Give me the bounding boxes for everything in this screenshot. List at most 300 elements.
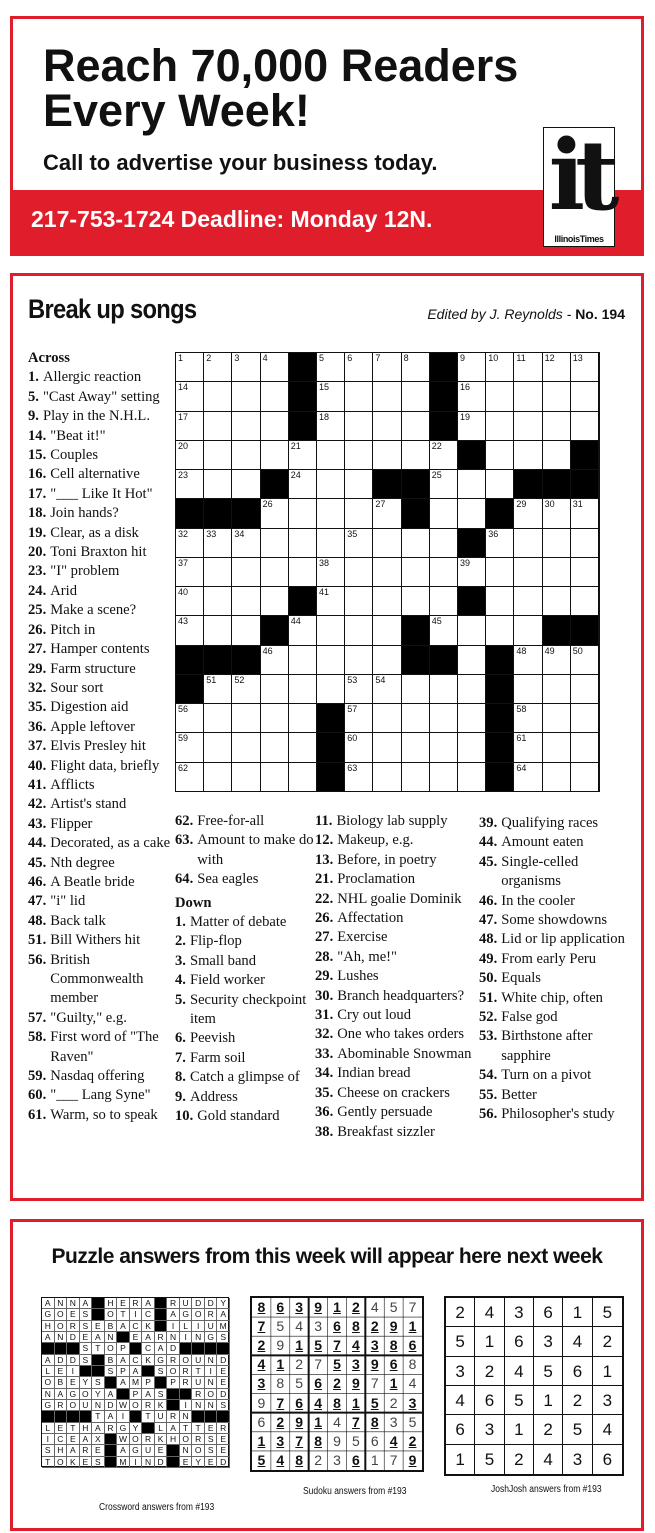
grid-cell[interactable] <box>260 498 289 528</box>
clue-text: "Guilty," e.g. <box>50 1009 127 1026</box>
grid-cell[interactable] <box>344 645 373 675</box>
sudoku-digit: 7 <box>408 1299 417 1315</box>
grid-cell[interactable] <box>570 411 599 441</box>
grid-cell[interactable] <box>175 381 204 411</box>
grid-cell[interactable] <box>316 674 345 704</box>
grid-cell[interactable] <box>344 615 373 645</box>
grid-cell[interactable] <box>288 498 317 528</box>
grid-cell[interactable] <box>288 703 317 733</box>
grid-cell[interactable] <box>457 703 486 733</box>
grid-cell[interactable] <box>542 674 571 704</box>
answer-letter: O <box>130 1434 143 1445</box>
grid-cell[interactable] <box>175 586 204 616</box>
grid-cell[interactable] <box>372 645 401 675</box>
grid-cell[interactable] <box>570 674 599 704</box>
cell-number: 52 <box>234 674 245 685</box>
grid-cell[interactable] <box>231 615 260 645</box>
grid-cell[interactable] <box>401 732 430 762</box>
grid-cell[interactable] <box>542 645 571 675</box>
grid-cell[interactable] <box>203 352 232 382</box>
answer-letter: E <box>67 1377 80 1388</box>
grid-cell[interactable] <box>485 557 514 587</box>
grid-cell[interactable] <box>513 352 542 382</box>
answer-letter: M <box>117 1457 130 1468</box>
answer-letter: O <box>80 1389 93 1400</box>
grid-cell[interactable] <box>401 352 430 382</box>
grid-cell[interactable] <box>203 469 232 499</box>
grid-cell[interactable] <box>231 528 260 558</box>
clue-item <box>28 1086 178 1105</box>
clue-item <box>479 1008 639 1027</box>
answer-letter: D <box>55 1355 68 1366</box>
grid-cell[interactable] <box>401 440 430 470</box>
across-header: Across <box>28 350 70 366</box>
clue-item <box>315 851 485 870</box>
grid-cell[interactable] <box>231 469 260 499</box>
grid-cell[interactable] <box>231 352 260 382</box>
sudoku-digit: 8 <box>351 1318 360 1335</box>
grid-cell[interactable] <box>260 381 289 411</box>
grid-cell[interactable] <box>316 381 345 411</box>
sudoku-digit: 5 <box>370 1394 379 1411</box>
grid-block <box>288 381 317 411</box>
grid-cell[interactable] <box>542 586 571 616</box>
grid-cell[interactable] <box>542 528 571 558</box>
clue-number: 53. <box>479 1028 498 1045</box>
grid-cell[interactable] <box>344 440 373 470</box>
grid-cell[interactable] <box>457 615 486 645</box>
grid-cell[interactable] <box>570 645 599 675</box>
grid-cell[interactable] <box>457 381 486 411</box>
answer-letter: A <box>117 1445 130 1456</box>
grid-cell[interactable] <box>457 411 486 441</box>
clue-text: Farm structure <box>50 660 136 677</box>
sudoku-digit: 6 <box>257 1413 266 1430</box>
clue-item <box>28 873 178 892</box>
cell-number: 36 <box>488 528 499 539</box>
grid-cell[interactable] <box>542 762 571 792</box>
crossword-answers-caption: Crossword answers from #193 <box>99 1502 215 1513</box>
grid-block <box>203 645 232 675</box>
grid-block <box>316 762 345 792</box>
grid-cell[interactable] <box>344 528 373 558</box>
cell-number: 25 <box>431 470 442 480</box>
grid-cell[interactable] <box>344 498 373 528</box>
answer-block <box>130 1343 143 1354</box>
grid-cell[interactable] <box>542 440 571 470</box>
sudoku-digit: 6 <box>370 1432 379 1449</box>
grid-cell[interactable] <box>260 352 289 382</box>
grid-cell[interactable] <box>344 469 373 499</box>
grid-cell[interactable] <box>485 528 514 558</box>
grid-cell[interactable] <box>344 381 373 411</box>
grid-cell[interactable] <box>203 586 232 616</box>
answer-letter: G <box>67 1389 80 1400</box>
grid-cell[interactable] <box>372 615 401 645</box>
grid-cell[interactable] <box>203 762 232 792</box>
grid-cell[interactable] <box>570 381 599 411</box>
clue-text: "Cast Away" setting <box>42 388 160 405</box>
clue-item <box>28 776 178 795</box>
grid-cell[interactable] <box>457 469 486 499</box>
sudoku-digit: 7 <box>389 1451 398 1468</box>
joshjosh-digit: 3 <box>593 1386 622 1415</box>
answer-letter: P <box>167 1377 180 1388</box>
grid-cell[interactable] <box>231 762 260 792</box>
grid-cell[interactable] <box>513 557 542 587</box>
grid-cell[interactable] <box>231 440 260 470</box>
grid-cell[interactable] <box>457 645 486 675</box>
sudoku-digit: 1 <box>295 1337 304 1354</box>
grid-cell[interactable] <box>570 352 599 382</box>
clue-text: Proclamation <box>337 871 416 888</box>
clue-text: "___ Lang Syne" <box>50 1087 151 1104</box>
cell-number: 20 <box>178 440 189 451</box>
grid-cell[interactable] <box>372 674 401 704</box>
grid-cell[interactable] <box>231 381 260 411</box>
joshjosh-digit: 2 <box>446 1298 475 1327</box>
answer-block <box>55 1411 68 1422</box>
cell-number: 14 <box>178 382 189 393</box>
grid-cell[interactable] <box>457 498 486 528</box>
grid-cell[interactable] <box>316 645 345 675</box>
credit-editor: Edited by J. Reynolds - <box>427 306 576 322</box>
grid-block <box>372 469 401 499</box>
grid-cell[interactable] <box>570 528 599 558</box>
grid-cell[interactable] <box>401 703 430 733</box>
clue-number: 28. <box>315 948 334 965</box>
grid-cell[interactable] <box>485 615 514 645</box>
grid-cell[interactable] <box>542 411 571 441</box>
grid-cell[interactable] <box>513 411 542 441</box>
grid-cell[interactable] <box>457 557 486 587</box>
grid-cell[interactable] <box>429 762 458 792</box>
grid-cell[interactable] <box>372 411 401 441</box>
grid-cell[interactable] <box>231 703 260 733</box>
sudoku-digit: 6 <box>408 1337 417 1354</box>
answer-letter: T <box>192 1366 205 1377</box>
answer-letter: A <box>217 1309 230 1320</box>
sudoku-digit: 6 <box>389 1356 398 1373</box>
grid-cell[interactable] <box>344 762 373 792</box>
grid-cell[interactable] <box>513 674 542 704</box>
grid-cell[interactable] <box>372 352 401 382</box>
grid-cell[interactable] <box>570 762 599 792</box>
grid-cell[interactable] <box>175 762 204 792</box>
clue-item <box>315 1123 485 1142</box>
grid-cell[interactable] <box>401 528 430 558</box>
clue-number: 31. <box>315 1007 334 1024</box>
grid-cell[interactable] <box>372 557 401 587</box>
clue-number: 51. <box>479 989 498 1006</box>
grid-cell[interactable] <box>316 352 345 382</box>
grid-cell[interactable] <box>372 498 401 528</box>
grid-cell[interactable] <box>231 586 260 616</box>
grid-cell[interactable] <box>175 411 204 441</box>
clue-item <box>315 928 485 947</box>
joshjosh-digit: 2 <box>563 1386 592 1415</box>
grid-cell[interactable] <box>316 615 345 645</box>
answer-block <box>67 1343 80 1354</box>
crossword-grid[interactable] <box>175 352 600 792</box>
grid-cell[interactable] <box>429 674 458 704</box>
grid-cell[interactable] <box>513 440 542 470</box>
grid-cell[interactable] <box>401 762 430 792</box>
grid-cell[interactable] <box>401 411 430 441</box>
grid-cell[interactable] <box>372 381 401 411</box>
grid-cell[interactable] <box>372 586 401 616</box>
grid-cell[interactable] <box>457 732 486 762</box>
grid-cell[interactable] <box>231 732 260 762</box>
grid-cell[interactable] <box>316 440 345 470</box>
grid-cell[interactable] <box>542 352 571 382</box>
grid-cell[interactable] <box>260 732 289 762</box>
answer-block <box>67 1411 80 1422</box>
grid-cell[interactable] <box>288 615 317 645</box>
joshjosh-digit: 3 <box>505 1298 534 1327</box>
ad-contact[interactable]: 217-753-1724 Deadline: Monday 12N. <box>31 206 433 232</box>
grid-cell[interactable] <box>513 732 542 762</box>
sudoku-digit: 8 <box>333 1394 341 1411</box>
grid-cell[interactable] <box>429 557 458 587</box>
clue-text: Join hands? <box>50 505 119 522</box>
grid-cell[interactable] <box>542 732 571 762</box>
grid-cell[interactable] <box>429 469 458 499</box>
answer-letter: I <box>167 1321 180 1332</box>
grid-cell[interactable] <box>260 528 289 558</box>
grid-cell[interactable] <box>542 557 571 587</box>
clue-text: Indian bread <box>337 1065 411 1082</box>
grid-cell[interactable] <box>570 557 599 587</box>
answer-letter: K <box>142 1355 155 1366</box>
joshjosh-digit: 4 <box>593 1415 622 1444</box>
grid-cell[interactable] <box>231 557 260 587</box>
grid-cell[interactable] <box>570 703 599 733</box>
grid-cell[interactable] <box>260 411 289 441</box>
grid-cell[interactable] <box>316 586 345 616</box>
clue-text: Sour sort <box>50 679 104 696</box>
grid-cell[interactable] <box>175 732 204 762</box>
grid-cell[interactable] <box>401 586 430 616</box>
grid-cell[interactable] <box>231 674 260 704</box>
grid-cell[interactable] <box>288 557 317 587</box>
grid-cell[interactable] <box>344 411 373 441</box>
cell-number: 50 <box>572 645 583 656</box>
clue-number: 26. <box>315 910 334 927</box>
grid-cell[interactable] <box>175 469 204 499</box>
grid-cell[interactable] <box>513 381 542 411</box>
grid-cell[interactable] <box>372 703 401 733</box>
grid-cell[interactable] <box>429 586 458 616</box>
grid-cell[interactable] <box>203 732 232 762</box>
answer-letter: E <box>117 1298 130 1309</box>
grid-cell[interactable] <box>288 645 317 675</box>
grid-cell[interactable] <box>429 498 458 528</box>
answer-letter: E <box>155 1445 168 1456</box>
answer-block <box>92 1366 105 1377</box>
grid-cell[interactable] <box>485 586 514 616</box>
grid-cell[interactable] <box>429 732 458 762</box>
grid-cell[interactable] <box>203 615 232 645</box>
answer-letter: A <box>105 1389 118 1400</box>
grid-cell[interactable] <box>288 440 317 470</box>
answer-letter: B <box>105 1355 118 1366</box>
grid-cell[interactable] <box>570 498 599 528</box>
answer-letter: O <box>205 1389 218 1400</box>
grid-cell[interactable] <box>203 703 232 733</box>
grid-cell[interactable] <box>513 498 542 528</box>
answer-letter: E <box>55 1366 68 1377</box>
grid-cell[interactable] <box>260 762 289 792</box>
grid-cell[interactable] <box>485 469 514 499</box>
grid-block <box>401 469 430 499</box>
sudoku-digit: 9 <box>314 1299 322 1315</box>
grid-cell[interactable] <box>344 586 373 616</box>
clue-number: 21. <box>315 871 334 888</box>
answer-block <box>80 1411 93 1422</box>
answer-letter: O <box>167 1366 180 1377</box>
grid-cell[interactable] <box>175 557 204 587</box>
clue-text: Play in the N.H.L. <box>42 408 150 425</box>
grid-cell[interactable] <box>316 469 345 499</box>
grid-cell[interactable] <box>372 732 401 762</box>
answer-letter: E <box>130 1332 143 1343</box>
clue-number: 6. <box>175 1030 186 1047</box>
answer-letter: U <box>205 1321 218 1332</box>
grid-cell[interactable] <box>203 440 232 470</box>
clue-number: 29. <box>28 660 47 677</box>
grid-cell[interactable] <box>175 703 204 733</box>
grid-cell[interactable] <box>429 440 458 470</box>
grid-cell[interactable] <box>203 528 232 558</box>
grid-cell[interactable] <box>175 528 204 558</box>
grid-cell[interactable] <box>457 762 486 792</box>
clue-number: 45. <box>28 854 47 871</box>
clue-text: Afflicts <box>50 776 95 793</box>
sudoku-digit: 8 <box>408 1356 417 1373</box>
clue-item <box>479 1086 639 1105</box>
grid-cell[interactable] <box>203 411 232 441</box>
answer-letter: R <box>180 1366 193 1377</box>
grid-cell[interactable] <box>316 528 345 558</box>
grid-cell[interactable] <box>401 557 430 587</box>
grid-cell[interactable] <box>429 703 458 733</box>
grid-cell[interactable] <box>513 586 542 616</box>
grid-cell[interactable] <box>288 762 317 792</box>
grid-cell[interactable] <box>513 645 542 675</box>
grid-cell[interactable] <box>344 352 373 382</box>
cell-number: 19 <box>460 411 471 422</box>
grid-cell[interactable] <box>542 703 571 733</box>
grid-cell[interactable] <box>485 411 514 441</box>
grid-cell[interactable] <box>513 615 542 645</box>
grid-cell[interactable] <box>203 557 232 587</box>
grid-cell[interactable] <box>288 528 317 558</box>
answer-letter: Y <box>80 1377 93 1388</box>
grid-cell[interactable] <box>401 674 430 704</box>
clue-number: 41. <box>28 776 47 793</box>
grid-cell[interactable] <box>542 381 571 411</box>
clue-text: In the cooler <box>501 892 575 909</box>
answer-block <box>105 1457 118 1468</box>
sudoku-digit: 4 <box>257 1356 266 1373</box>
grid-cell[interactable] <box>457 352 486 382</box>
grid-cell[interactable] <box>344 674 373 704</box>
grid-cell[interactable] <box>570 586 599 616</box>
grid-cell[interactable] <box>260 557 289 587</box>
grid-cell[interactable] <box>288 469 317 499</box>
grid-cell[interactable] <box>372 762 401 792</box>
sudoku-digit: 4 <box>370 1299 379 1315</box>
grid-cell[interactable] <box>513 703 542 733</box>
answer-letter: C <box>130 1355 143 1366</box>
sudoku-digit: 9 <box>295 1413 304 1430</box>
clue-number: 2. <box>175 933 186 950</box>
grid-cell[interactable] <box>260 440 289 470</box>
joshjosh-digit: 5 <box>563 1415 592 1444</box>
down-clues-a <box>175 913 315 1126</box>
grid-cell[interactable] <box>288 674 317 704</box>
grid-cell[interactable] <box>570 732 599 762</box>
joshjosh-digit: 6 <box>534 1298 563 1327</box>
clue-number: 57. <box>28 1009 47 1026</box>
grid-cell[interactable] <box>231 411 260 441</box>
grid-cell[interactable] <box>429 528 458 558</box>
grid-cell[interactable] <box>344 557 373 587</box>
answer-letter: T <box>180 1423 193 1434</box>
grid-block <box>485 674 514 704</box>
answers-title: Puzzle answers from this week will appear here next week <box>51 1245 603 1268</box>
sudoku-digit: 2 <box>333 1375 341 1392</box>
grid-cell[interactable] <box>288 732 317 762</box>
grid-cell[interactable] <box>260 586 289 616</box>
grid-cell[interactable] <box>485 381 514 411</box>
grid-cell[interactable] <box>542 498 571 528</box>
sudoku-digit: 9 <box>408 1451 417 1468</box>
grid-cell[interactable] <box>429 615 458 645</box>
sudoku-digit: 7 <box>295 1432 304 1449</box>
grid-cell[interactable] <box>203 674 232 704</box>
grid-cell[interactable] <box>260 645 289 675</box>
clue-item <box>315 1084 485 1103</box>
grid-cell[interactable] <box>260 703 289 733</box>
grid-cell[interactable] <box>401 381 430 411</box>
answer-letter: A <box>142 1332 155 1343</box>
grid-cell[interactable] <box>203 381 232 411</box>
grid-cell[interactable] <box>316 557 345 587</box>
ad-headline: Reach 70,000 Readers Every Week! <box>43 40 519 136</box>
grid-cell[interactable] <box>344 703 373 733</box>
grid-cell[interactable] <box>513 528 542 558</box>
answer-letter: E <box>92 1321 105 1332</box>
grid-cell[interactable] <box>485 352 514 382</box>
clue-text: Flipper <box>50 815 93 832</box>
grid-cell[interactable] <box>175 440 204 470</box>
grid-cell[interactable] <box>457 674 486 704</box>
grid-cell[interactable] <box>316 411 345 441</box>
grid-cell[interactable] <box>372 440 401 470</box>
sudoku-answers-caption: Sudoku answers from #193 <box>303 1486 407 1497</box>
grid-cell[interactable] <box>260 674 289 704</box>
grid-cell[interactable] <box>175 615 204 645</box>
answer-letter: R <box>205 1309 218 1320</box>
grid-cell[interactable] <box>372 528 401 558</box>
grid-cell[interactable] <box>316 498 345 528</box>
grid-cell[interactable] <box>175 352 204 382</box>
grid-cell[interactable] <box>485 440 514 470</box>
grid-cell[interactable] <box>344 732 373 762</box>
grid-cell[interactable] <box>513 762 542 792</box>
